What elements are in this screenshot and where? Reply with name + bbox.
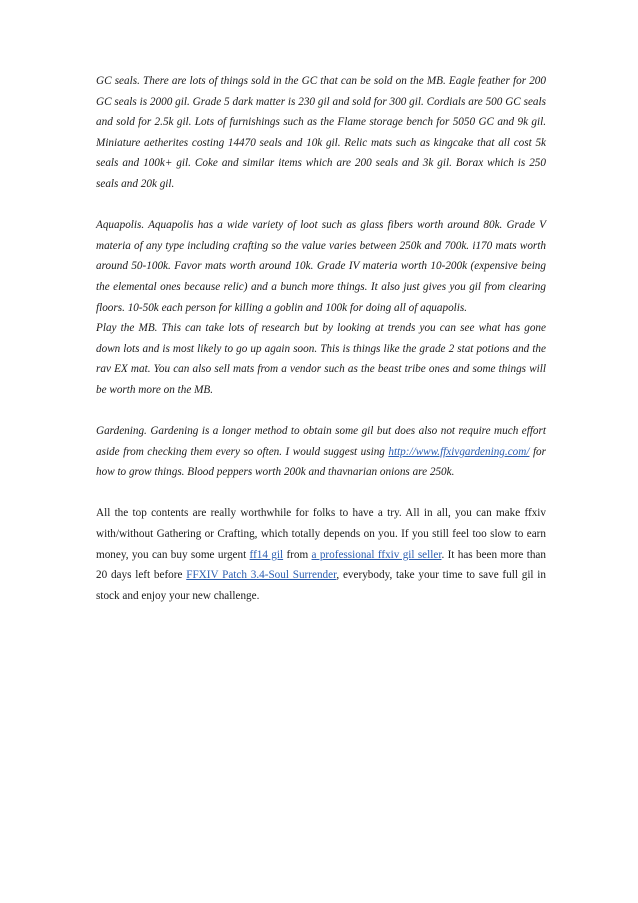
gardening-link[interactable]: http://www.ffxivgardening.com/	[388, 445, 530, 458]
paragraph-gap	[96, 483, 546, 504]
conclusion-text-1: All the top contents are really worthwhile for folks to have a try. All in all, you can make ffxiv with/without Gathering or Crafting, which totally depends on you. If you still feel too slow to earn money, you can buy some urgent	[96, 507, 546, 561]
conclusion-text-4: , everybody, take your time to save full gil in stock and enjoy your new challenge.	[96, 569, 547, 602]
conclusion-text-2: from	[283, 548, 312, 561]
paragraph-play-mb: Play the MB. This can take lots of research but by looking at trends you can see what has gone down lots and is most likely to go up again soon. This is things like the grade 2 stat potions and the rav EX mat. You can also sell mats from a vendor such as the beast tribe ones and some things will be worth more on the MB.	[96, 322, 546, 396]
conclusion-text-3: . It has been more than 20 days left before	[96, 548, 546, 582]
ff14-gil-link[interactable]: ff14 gil	[249, 548, 284, 561]
paragraph-conclusion	[96, 503, 546, 606]
paragraph-gardening	[96, 421, 546, 483]
gardening-text-after: for how to grow things. Blood peppers worth 200k and thavnarian onions are 250k.	[96, 445, 546, 479]
paragraph-gap	[96, 401, 546, 422]
gardening-text-before: Gardening. Gardening is a longer method to obtain some gil but does also not require much effort aside from checking them every so often. I would suggest using	[96, 425, 546, 458]
paragraph-gap	[96, 195, 546, 216]
gil-seller-link[interactable]: a professional ffxiv gil seller	[311, 548, 442, 561]
paragraph-aquapolis: Aquapolis. Aquapolis has a wide variety of loot such as glass fibers worth around 80k. Grade V materia of any type including crafting so the value varies between 250k and 700k. i170 mats worth around 50-100k. Favor mats worth around 10k. Grade IV materia worth 10-200k (expensive being the elemental ones because relic) and a bunch more things. It also just gives you gil from clearing floors. 10-50k each person for killing a goblin and 100k for doing all of aquapolis.	[96, 219, 546, 314]
patch-link[interactable]: FFXIV Patch 3.4-Soul Surrender	[186, 569, 337, 582]
paragraph-gc-seals: GC seals. There are lots of things sold in the GC that can be sold on the MB. Eagle feather for 200 GC seals is 2000 gil. Grade 5 dark matter is 230 gil and sold for 300 gil. Cordials are 500 GC seals and sold for 2.5k gil. Lots of furnishings such as the Flame storage bench for 5050 GC and 9k gil. Miniature aetherites costing 14470 seals and 10k gil. Relic mats such as kingcake that all cost 5k seals and 100k+ gil. Coke and similar items which are 200 seals and 3k gil. Borax which is 250 seals and 20k gil.	[96, 75, 546, 190]
